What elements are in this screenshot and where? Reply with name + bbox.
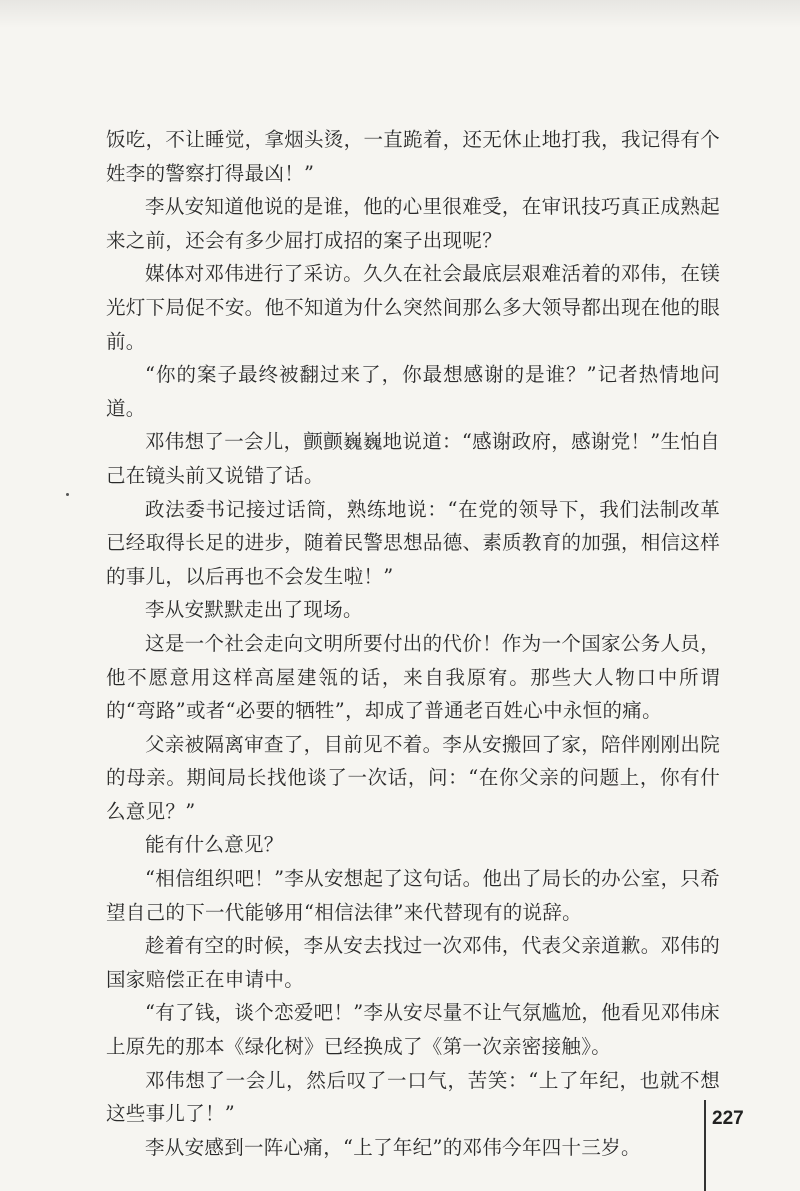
page-number-rule: [704, 1100, 706, 1191]
paragraph: 这是一个社会走向文明所要付出的代价！作为一个国家公务人员，他不愿意用这样高屋建瓴的话，来自我原宥。那些大人物口中所谓的“弯路”或者“必要的牺牲”，却成了普通老百姓心中永恒的痛。: [106, 631, 720, 723]
paragraph: 李从安感到一阵心痛，“上了年纪”的邓伟今年四十三岁。: [145, 1135, 641, 1159]
scan-speck: [66, 493, 69, 496]
paragraph: 李从安默默走出了现场。: [145, 598, 363, 622]
paragraph: 能有什么意见？: [145, 833, 284, 857]
paragraph: “有了钱，谈个恋爱吧！”李从安尽量不让气氛尴尬，他看见邓伟床上原先的那本《绿化树》已经换成了《第一次亲密接触》。: [106, 1001, 720, 1059]
paragraph: 趁着有空的时候，李从安去找过一次邓伟，代表父亲道歉。邓伟的国家赔偿正在申请中。: [106, 934, 720, 991]
paragraph: 邓伟想了一会儿，然后叹了一口气，苦笑：“上了年纪，也就不想这些事儿了！”: [106, 1068, 720, 1126]
page-body-text: [106, 123, 720, 1164]
paragraph: 父亲被隔离审查了，目前见不着。李从安搬回了家，陪伴刚刚出院的母亲。期间局长找他谈了一次话，问：“在你父亲的问题上，你有什么意见？”: [106, 732, 720, 823]
paragraph: 媒体对邓伟进行了采访。久久在社会最底层艰难活着的邓伟，在镁光灯下局促不安。他不知道为什么突然间那么多大领导都出现在他的眼前。: [106, 262, 720, 353]
page-top-shadow: [0, 0, 800, 28]
paragraph-continuation: 饭吃，不让睡觉，拿烟头烫，一直跪着，还无休止地打我，我记得有个姓李的警察打得最凶！”: [106, 128, 720, 185]
page-number: 227: [712, 1108, 744, 1129]
paragraph: 政法委书记接过话筒，熟练地说：“在党的领导下，我们法制改革已经取得长足的进步，随着民警思想品德、素质教育的加强，相信这样的事儿，以后再也不会发生啦！”: [106, 497, 720, 588]
paragraph: 李从安知道他说的是谁，他的心里很难受，在审讯技巧真正成熟起来之前，还会有多少屈打成招的案子出现呢？: [106, 195, 720, 252]
paragraph: 邓伟想了一会儿，颤颤巍巍地说道：“感谢政府，感谢党！”生怕自己在镜头前又说错了话。: [106, 430, 720, 487]
paragraph: “你的案子最终被翻过来了，你最想感谢的是谁？”记者热情地问道。: [106, 363, 720, 420]
paragraph: “相信组织吧！”李从安想起了这句话。他出了局长的办公室，只希望自己的下一代能够用“相信法律”来代替现有的说辞。: [106, 867, 720, 924]
